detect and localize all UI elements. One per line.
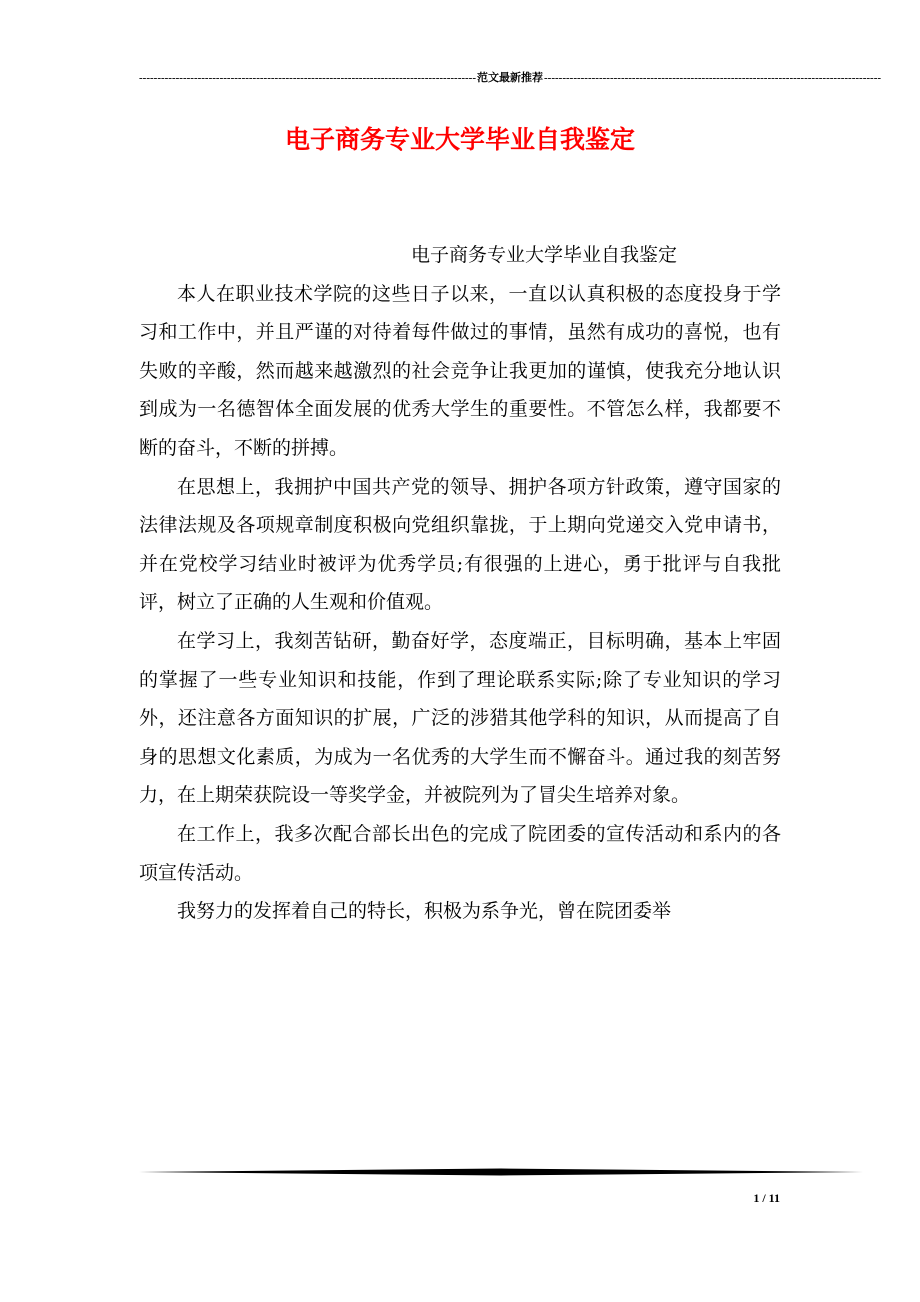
page-header xyxy=(139,68,882,88)
paragraph-intro: 本人在职业技术学院的这些日子以来，一直以认真积极的态度投身于学习和工作中，并且严谨的对待着每件做过的事情，虽然有成功的喜悦，也有失败的辛酸，然而越来越激烈的社会竞争让我更加的谨慎，使我充分地认识到成为一名德智体全面发展的优秀大学生的重要性。不管怎么样，我都要不断的奋斗，不断的拼搏。 xyxy=(139,282,781,459)
document-title: 电子商务专业大学毕业自我鉴定 xyxy=(284,125,635,154)
paragraph-work: 在工作上，我多次配合部长出色的完成了院团委的宣传活动和系内的各项宣传活动。 xyxy=(139,822,781,884)
document-subtitle: 电子商务专业大学毕业自我鉴定 xyxy=(411,244,678,266)
paragraph-study: 在学习上，我刻苦钻研，勤奋好学，态度端正，目标明确，基本上牢固的掌握了一些专业知识和技能，作到了理论联系实际;除了专业知识的学习外，还注意各方面知识的扩展，广泛的涉猎其他学科的知识，从而提高了自身的思想文化素质，为成为一名优秀的大学生而不懈奋斗。通过我的刻苦努力，在上期荣获院设一等奖学金，并被院列为了冒尖生培养对象。 xyxy=(139,629,781,807)
paragraph-thought: 在思想上，我拥护中国共产党的领导、拥护各项方针政策，遵守国家的法律法规及各项规章制度积极向党组织靠拢，于上期向党递交入党申请书，并在党校学习结业时被评为优秀学员;有很强的上进心，勇于批评与自我批评，树立了正确的人生观和价值观。 xyxy=(139,475,781,614)
paragraph-specialty: 我努力的发挥着自己的特长，积极为系争光，曾在院团委举 xyxy=(177,900,672,923)
header-dashes-right: -------------------------------------------------------------------------------------------- xyxy=(544,72,882,84)
page-number: 1 / 11 xyxy=(753,1191,780,1205)
header-dashes-left: -------------------------------------------------------------------------------------------- xyxy=(139,72,477,84)
document-body xyxy=(139,236,781,931)
footer-divider xyxy=(139,1168,863,1176)
header-label: 范文最新推荐 xyxy=(477,72,544,84)
